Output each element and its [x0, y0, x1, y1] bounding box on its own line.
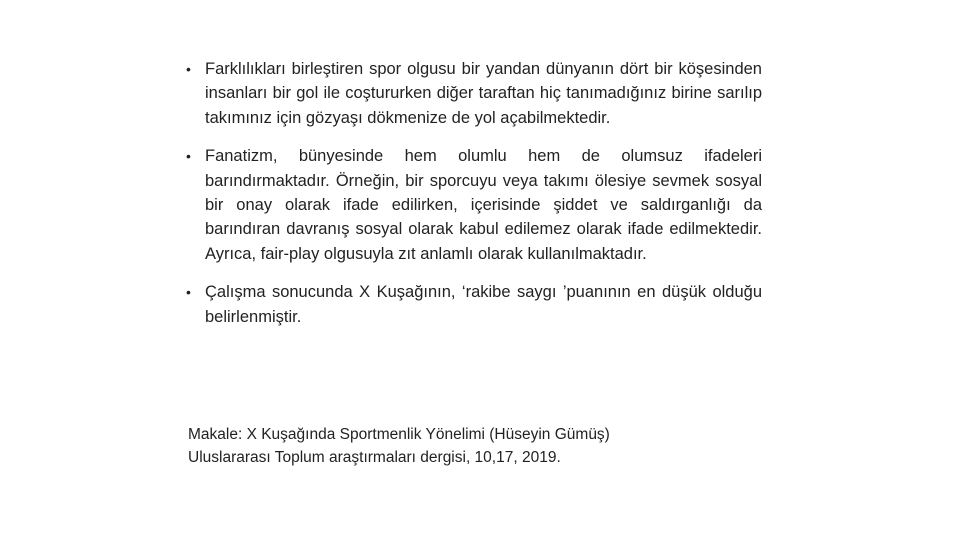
bullet-dot-icon: •	[186, 61, 191, 77]
reference-journal: Uluslararası Toplum araştırmaları dergisi, 10,17, 2019.	[188, 448, 561, 466]
article-reference	[188, 424, 748, 469]
bullet-text: Çalışma sonucunda X Kuşağının, ‘rakibe saygı ’puanının en düşük olduğu belirlenmiştir.	[205, 283, 762, 326]
bullet-item	[184, 57, 762, 130]
bullet-list	[184, 57, 762, 343]
bullet-dot-icon: •	[186, 148, 191, 165]
bullet-item	[184, 144, 762, 266]
bullet-dot-icon: •	[186, 284, 191, 301]
bullet-text: Fanatizm, bünyesinde hem olumlu hem de olumsuz ifadeleri barındırmaktadır. Örneğin, bir sporcuyu veya takımı ölesiye sevmek sosyal bir onay olarak ifade edilirken, içerisinde şiddet ve saldırganlığı da barındıran davranış sosyal olarak kabul edilemez olarak ifade edilmektedir. Ayrıca, fair-play olgusuyla zıt anlamlı olarak kullanılmaktadır.	[205, 147, 762, 263]
bullet-item	[184, 280, 762, 329]
reference-title: Makale: X Kuşağında Sportmenlik Yönelimi (Hüseyin Gümüş)	[188, 426, 610, 443]
bullet-text: Farklılıkları birleştiren spor olgusu bir yandan dünyanın dört bir köşesinden insanları bir gol ile coştururken diğer taraftan hiç tanımadığınız birine sarılıp takımınız için gözyaşı dökmenize de yol açabilmektedir.	[205, 60, 762, 127]
